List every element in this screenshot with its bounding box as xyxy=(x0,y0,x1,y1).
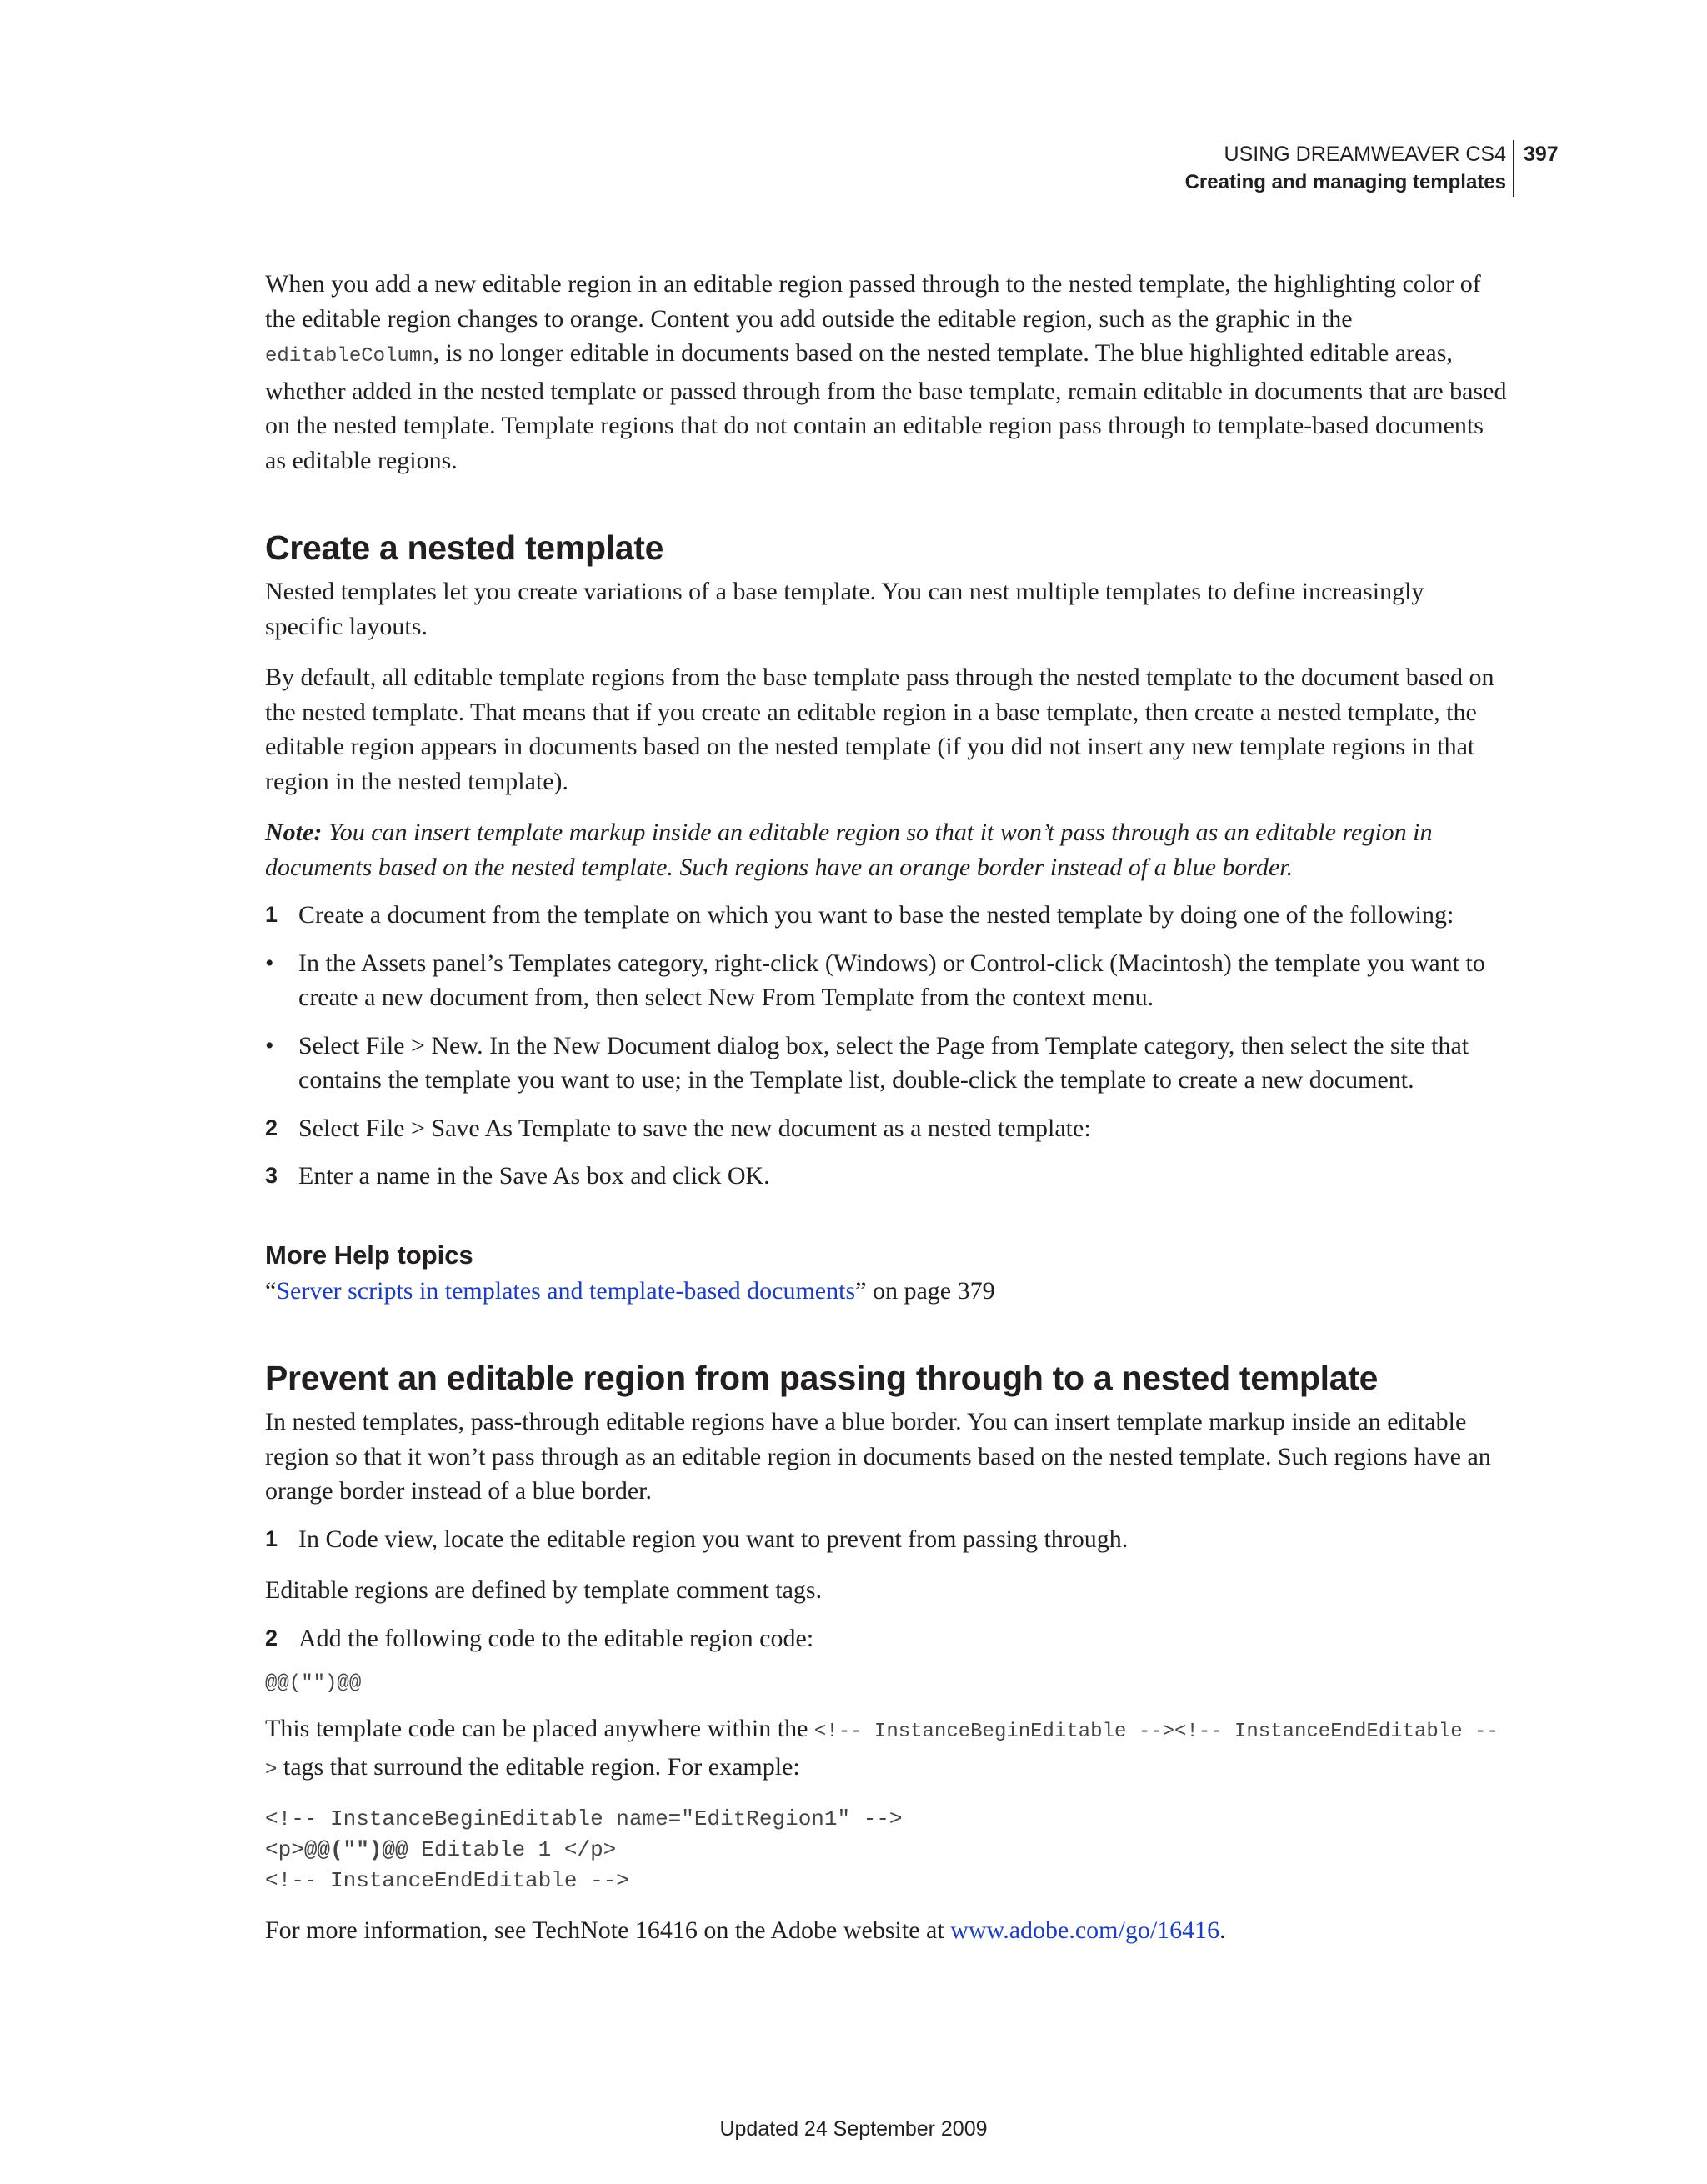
step-text: Create a document from the template on which you want to base the nested template by doing one of the following: xyxy=(298,901,1454,929)
code-line: <!-- InstanceBeginEditable name="EditRegion1" --> xyxy=(265,1806,903,1831)
step-text: Add the following code to the editable region code: xyxy=(298,1624,814,1652)
more-help-topic xyxy=(265,1274,1507,1309)
bullet-item xyxy=(265,1029,1507,1098)
adobe-technote-link[interactable]: www.adobe.com/go/16416 xyxy=(950,1916,1220,1944)
bullet-item xyxy=(265,946,1507,1015)
header-divider xyxy=(1513,140,1514,197)
step-3 xyxy=(265,1159,1507,1194)
section-heading-create-nested-template: Create a nested template xyxy=(265,528,664,567)
intro-text-a: When you add a new editable region in an editable region passed through to the nested template, the highlighting color of the editable region changes to orange. Content you add outside the editable region, such as the graphic in the xyxy=(265,270,1481,333)
running-header xyxy=(1185,140,1514,197)
paragraph xyxy=(265,1913,1507,1948)
paragraph-text: . xyxy=(1219,1916,1226,1944)
intro-paragraph xyxy=(265,267,1507,478)
step-2 xyxy=(265,1111,1507,1146)
note xyxy=(265,815,1507,884)
paragraph: Nested templates let you create variations of a base template. You can nest multiple templates to define increasingly specific layouts. xyxy=(265,578,1424,640)
quote-mark: “ xyxy=(265,1276,277,1305)
bullet-text: Select File > New. In the New Document dialog box, select the Page from Template category, then select the site that contains the template you want to use; in the Template list, double-click the template to create a new document. xyxy=(298,1031,1469,1094)
header-subtitle: Creating and managing templates xyxy=(1184,171,1506,193)
step-1 xyxy=(265,1522,1507,1557)
step-text: In Code view, locate the editable region you want to prevent from passing through. xyxy=(298,1525,1129,1553)
code-snippet: @@("")@@ xyxy=(265,1672,362,1695)
code-token: <p> xyxy=(265,1837,304,1862)
inline-code: <!-- InstanceBeginEditable --><!-- InstanceEndEditable --> xyxy=(265,1721,1499,1781)
paragraph xyxy=(265,1711,1507,1787)
more-help-heading: More Help topics xyxy=(265,1240,473,1270)
paragraph: Editable regions are defined by template comment tags. xyxy=(265,1576,823,1604)
step-number: 1 xyxy=(265,902,278,927)
paragraph: In nested templates, pass-through editable regions have a blue border. You can insert template markup inside an editable region so that it won’t pass through as an editable region in documents based on the nested template. Such regions have an orange border instead of a blue border. xyxy=(265,1408,1491,1505)
code-line xyxy=(265,1835,1507,1866)
bullet-icon: • xyxy=(265,949,274,977)
step-2 xyxy=(265,1621,1507,1656)
footer-updated-date: Updated 24 September 2009 xyxy=(719,2117,988,2141)
code-line: <!-- InstanceEndEditable --> xyxy=(265,1868,629,1893)
inline-code: editableColumn xyxy=(265,345,433,368)
note-label: Note: xyxy=(265,819,323,846)
paragraph-text: For more information, see TechNote 16416 on the Adobe website at xyxy=(265,1916,951,1944)
step-text: Select File > Save As Template to save the new document as a nested template: xyxy=(298,1114,1091,1142)
more-help-link[interactable]: Server scripts in templates and template-based documents xyxy=(276,1276,856,1305)
step-text: Enter a name in the Save As box and click OK. xyxy=(298,1162,770,1190)
paragraph-text-b: tags that surround the editable region. For example: xyxy=(277,1752,800,1781)
bullet-icon: • xyxy=(265,1031,274,1059)
step-number: 3 xyxy=(265,1163,278,1188)
section-heading-prevent-pass-through: Prevent an editable region from passing through to a nested template xyxy=(265,1359,1379,1397)
note-text: You can insert template markup inside an editable region so that it won’t pass through as an editable region in documents based on the nested template. Such regions have an orange border instead of a blue border. xyxy=(265,819,1433,881)
step-number: 2 xyxy=(265,1115,278,1140)
main-content xyxy=(265,267,1507,1948)
step-1 xyxy=(265,898,1507,933)
page-number: 397 xyxy=(1524,143,1559,166)
code-token: Editable 1 </p> xyxy=(408,1837,617,1862)
header-title: USING DREAMWEAVER CS4 xyxy=(1224,143,1506,166)
paragraph-text-a: This template code can be placed anywhere within the xyxy=(265,1715,814,1742)
step-number: 1 xyxy=(265,1525,278,1551)
step-number: 2 xyxy=(265,1625,278,1651)
code-example xyxy=(265,1804,1507,1896)
page-reference: ” on page 379 xyxy=(855,1276,995,1305)
code-token-bold: @@("")@@ xyxy=(303,1837,408,1862)
paragraph: By default, all editable template regions from the base template pass through the nested template to the document based on the nested template. That means that if you create an editable region in a base template, then create a nested template, the editable region appears in documents based on the nested template (if you did not insert any new template regions in that region in the nested template). xyxy=(265,664,1494,795)
bullet-text: In the Assets panel’s Templates category, right-click (Windows) or Control-click (Macintosh) the template you want to create a new document from, then select New From Template from the context menu. xyxy=(298,949,1485,1011)
intro-text-b: , is no longer editable in documents based on the nested template. The blue highlighted editable areas, whether added in the nested template or passed through from the base template, remain editable in documents that are based on the nested template. Template regions that do not contain an editable region pass through to template-based documents as editable regions. xyxy=(265,339,1507,474)
